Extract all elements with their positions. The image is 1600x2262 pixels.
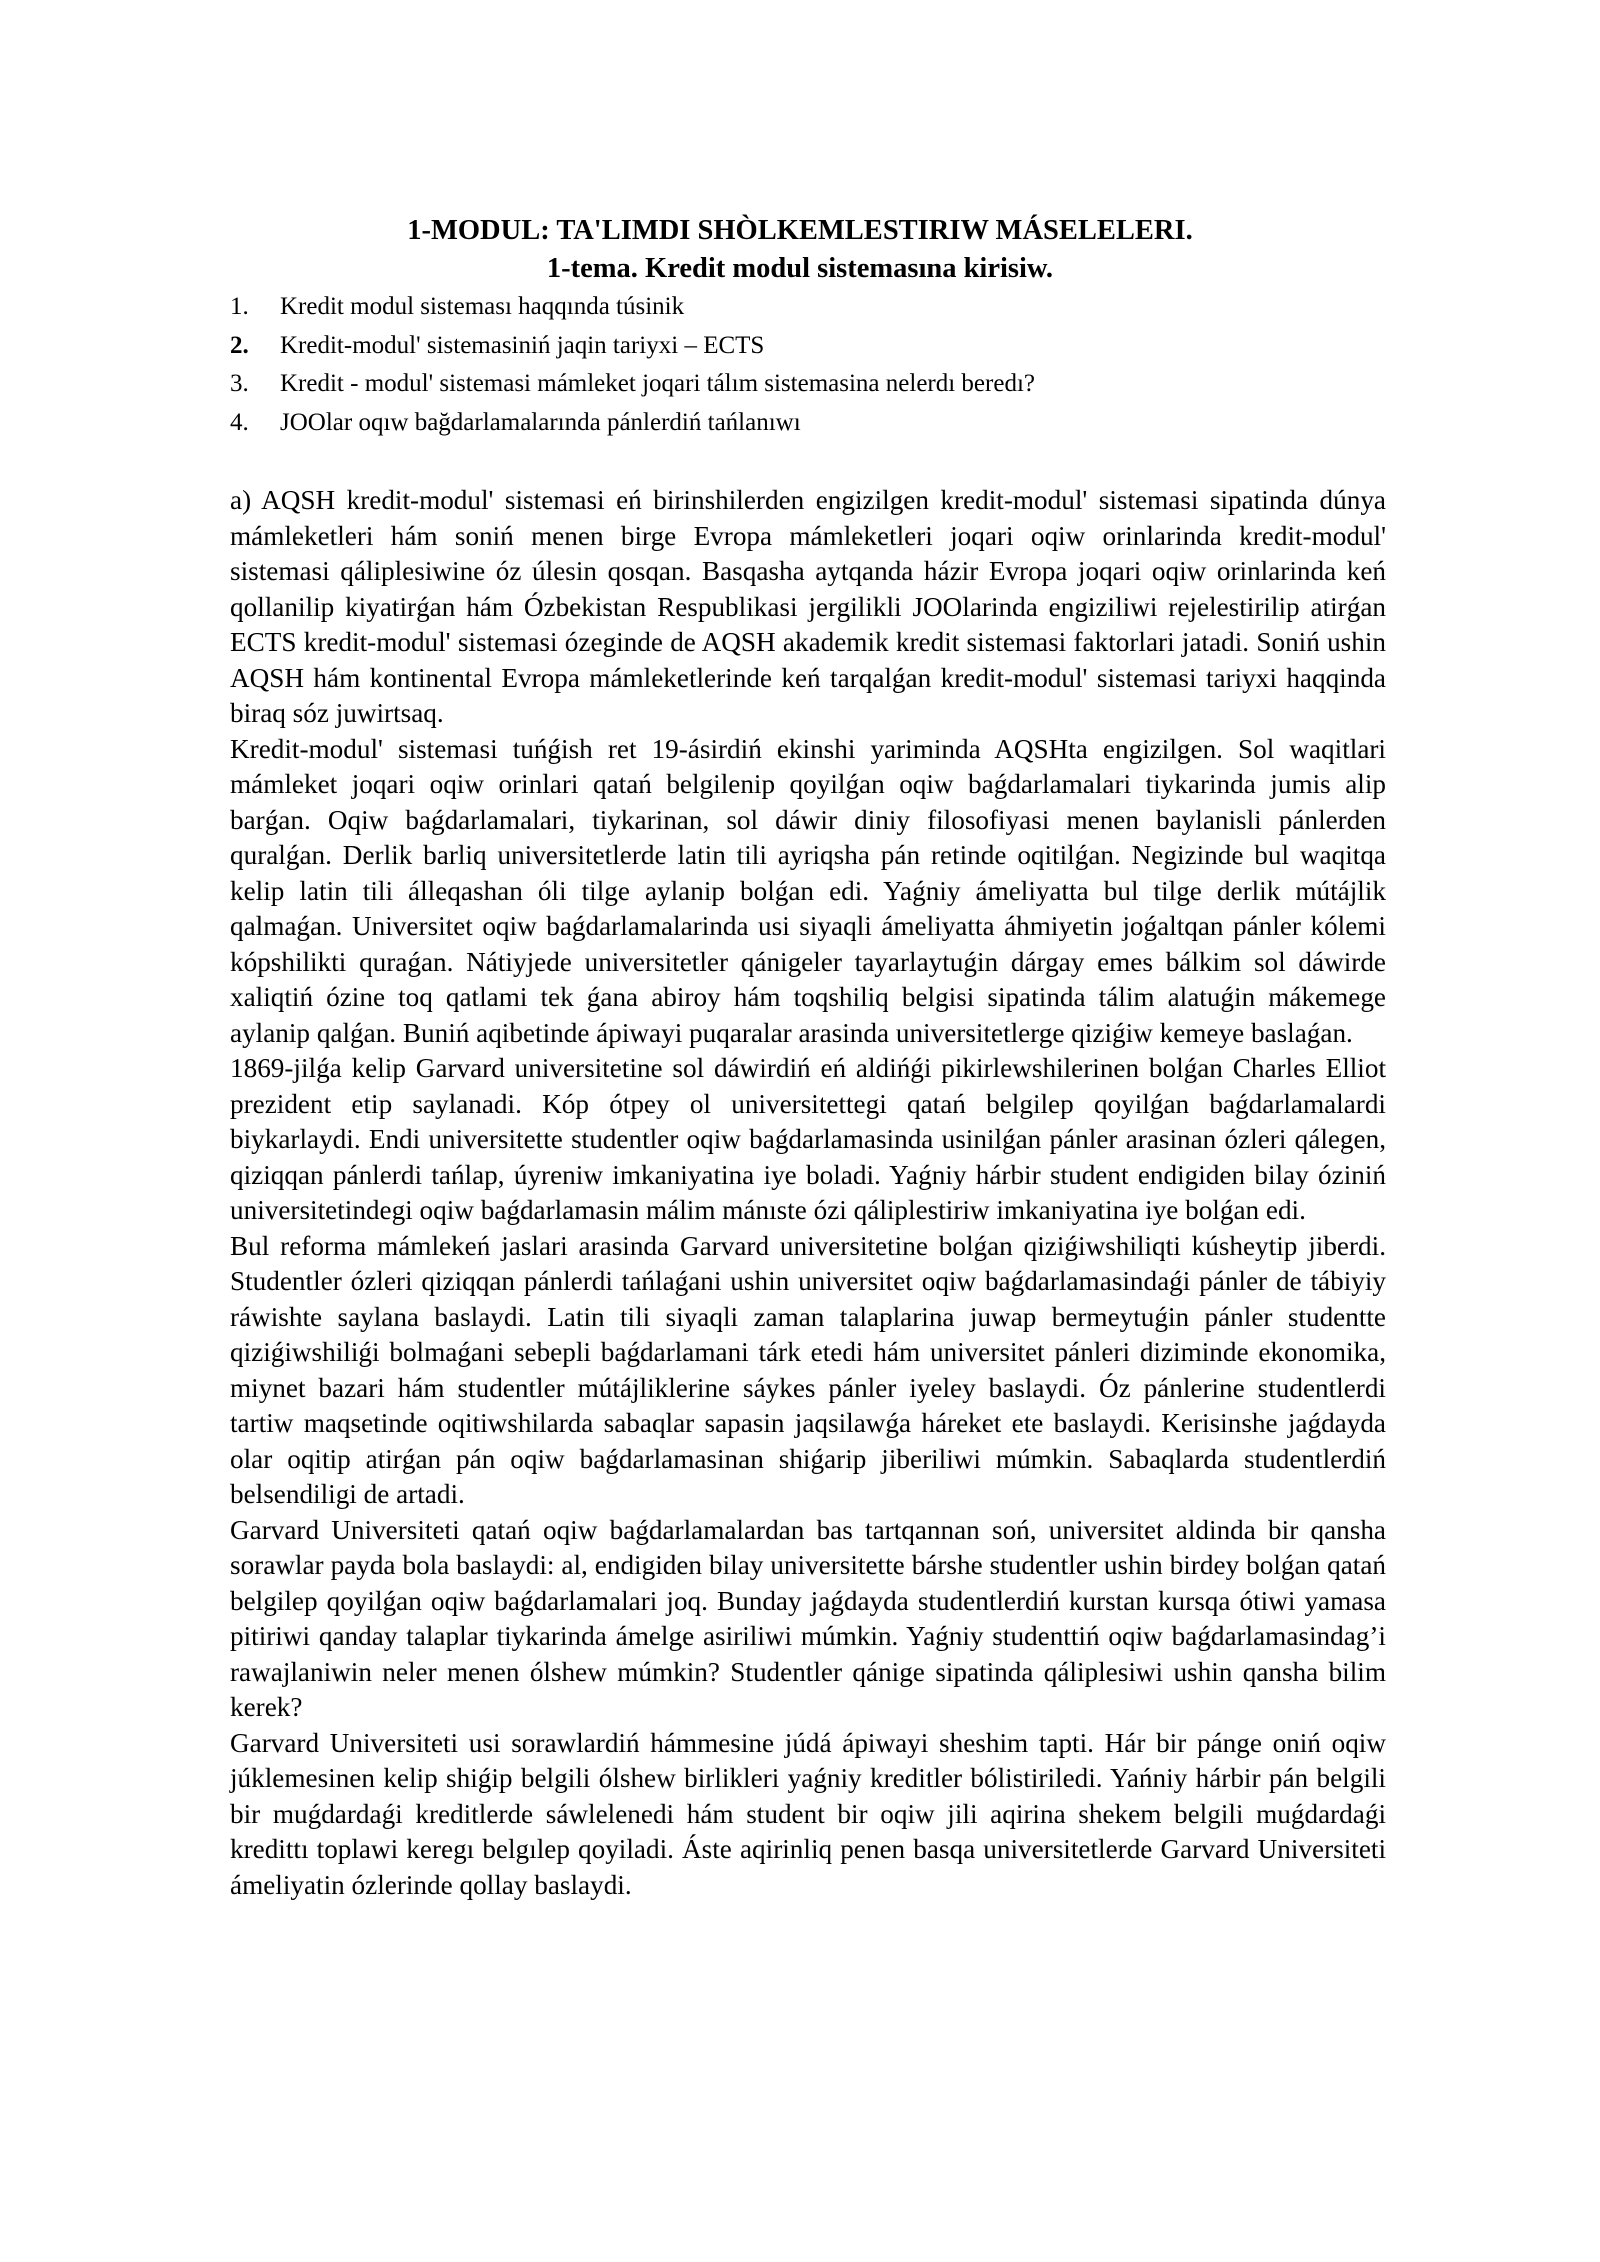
paragraph: a) AQSH kredit-modul' sistemasi eń birinshilerden engizilgen kredit-modul' sistemasi sipatinda dúnya mámleketleri hám soniń menen birge Evropa mámleketleri joqari oqiw orinlarinda kredit-modul' sistemasi qáliplesiwine óz úlesin qosqan. Basqasha aytqanda házir Evropa joqari oqiw orinlarinda keń qollanilip kiyatirǵan hám Ózbekistan Respublikasi jergilikli JOOlarinda engiziliwi rejelestirilip atirǵan ECTS kredit-modul' sistemasi ózeginde de AQSH akademik kredit sistemasi faktorlari jatadi. Soniń ushin AQSH hám kontinental Evropa mámleketlerinde keń tarqalǵan kredit-modul' sistemasi tariyxi haqqinda biraq sóz juwirtsaq. bbox=[230, 485, 1386, 728]
outline-number: 4. bbox=[230, 408, 249, 436]
outline-text: Kredit modul sisteması haqqında túsinik bbox=[280, 293, 685, 320]
outline-text: Kredit - modul' sistemasi mámleket joqari tálım sistemasina nelerdı beredı? bbox=[280, 370, 1035, 397]
topic-title: 1-tema. Kredit modul sistemasına kirisiw. bbox=[546, 253, 1054, 284]
outline-item bbox=[230, 404, 1360, 443]
outline-number: 3. bbox=[230, 370, 249, 397]
outline-text: JOOlar oqıw bağdarlamalarında pánlerdiń tańlanıwı bbox=[280, 408, 801, 436]
body-text bbox=[230, 483, 1386, 1903]
module-title: 1-MODUL: TA'LIMDI SHÒLKEMLESTIRIW MÁSELELERI. bbox=[407, 215, 1193, 246]
paragraph: Bul reforma mámlekeń jaslari arasinda Garvard universitetine bolǵan qiziǵiwshiliqti kúsheytip jiberdi. Studentler ózleri qiziqqan pánlerdi tańlaǵani ushin universitet oqiw baǵdarlamasindaǵi pánler de tábiyiy ráwishte saylana baslaydi. Latin tili siyaqli zaman talaplarina juwap bermeytuǵin pánler studentte qiziǵiwshiliǵi bolmaǵani sebepli baǵdarlamani tárk etedi hám universitet pánleri diziminde ekonomika, miynet bazari hám studentler mútájliklerine sáykes pánler iyeley baslaydi. Óz pánlerine studentlerdi tartiw maqsetinde oqitiwshilarda sabaqlar sapasin jaqsilawǵa háreket ete baslaydi. Kerisinshe jaǵdayda olar oqitip atirǵan pán oqiw baǵdarlamasinan shiǵarip jiberiliwi múmkin. Sabaqlarda studentlerdiń belsendiligi de artadi. bbox=[230, 1230, 1386, 1509]
document-title bbox=[0, 212, 1600, 288]
outline-item bbox=[230, 327, 1360, 366]
outline-text: Kredit-modul' sistemasiniń jaqin tariyxi – ECTS bbox=[280, 331, 765, 359]
outline-item bbox=[230, 288, 1360, 327]
outline-number: 2. bbox=[230, 331, 249, 359]
paragraph: Garvard Universiteti usi sorawlardiń hámmesine júdá ápiwayi sheshim tapti. Hár bir pánge oniń oqiw júklemesinen kelip shiǵip belgili ólshew birlikleri yaǵniy kreditler bólistiriledi. Yańniy hárbir pán belgili bir muǵdardaǵi kreditlerde sáwlelenedi hám student bir oqiw jili aqirina shekem belgili muǵdardaǵi kredittı toplawi keregı belgılep qoyiladi. Áste aqirinliq penen basqa universitetlerde Garvard Universiteti ámeliyatin ózlerinde qollay baslaydi. bbox=[230, 1727, 1386, 1900]
paragraph: Kredit-modul' sistemasi tuńǵish ret 19-ásirdiń ekinshi yariminda AQSHta engizilgen. Sol waqitlari mámleket joqari oqiw orinlari qatań belgilenip qoyilǵan oqiw baǵdarlamalari tiykarinda jumis alip barǵan. Oqiw baǵdarlamalari, tiykarinan, sol dáwir diniy filosofiyasi menen baylanisli pánlerden quralǵan. Derlik barliq universitetlerde latin tili ayriqsha pán retinde oqitilǵan. Negizinde bul waqitqa kelip latin tili álleqashan óli tilge aylanip bolǵan edi. Yaǵniy ámeliyatta bul tilge derlik mútájlik qalmaǵan. Universitet oqiw baǵdarlamalarinda usi siyaqli ámeliyatta áhmiyetin joǵaltqan pánler kólemi kópshilikti quraǵan. Nátiyjede universitetler qánigeler tayarlaytuǵin dárgay emes bálkim sol dáwirde xaliqtiń ózine toq qatlami tek ǵana abiroy hám toqshiliq belgisi sipatinda tálim alatuǵin mákemege aylanip qalǵan. Buniń aqibetinde ápiwayi puqaralar arasinda universitetlerge qiziǵiw kemeye baslaǵan. bbox=[230, 733, 1386, 1048]
outline-number: 1. bbox=[230, 293, 249, 320]
paragraph: Garvard Universiteti qatań oqiw baǵdarlamalardan bas tartqannan soń, universitet aldinda bir qansha sorawlar payda bola baslaydi: al, endigiden bilay universitette bárshe studentler ushin birdey bolǵan qatań belgilep qoyilǵan oqiw baǵdarlamalari joq. Bunday jaǵdayda studentlerdiń kurstan kursqa ótiwi yamasa pitiriwi qanday talaplar tiykarinda ámelge asiriliwi múmkin. Yaǵniy studenttiń oqiw baǵdarlamasindag’i rawajlaniwin neler menen ólshew múmkin? Studentler qánige sipatinda qáliplesiwi ushin qansha bilim kerek? bbox=[230, 1514, 1386, 1722]
outline-item bbox=[230, 365, 1360, 404]
paragraph: 1869-jilǵa kelip Garvard universitetine sol dáwirdiń eń aldińǵi pikirlewshilerinen bolǵan Charles Elliot prezident etip saylanadi. Kóp ótpey ol universitettegi qatań belgilep qoyilǵan baǵdarlamalardi biykarlaydi. Endi universitette studentler oqiw baǵdarlamasinda usinilǵan pánler arasinan ózleri qálegen, qiziqqan pánlerdi tańlap, úyreniw imkaniyatina iye boladi. Yaǵniy hárbir student endigiden bilay óziniń universitetindegi oqiw baǵdarlamasin málim mánıste ózi qáliplestiriw imkaniyatina iye bolǵan edi. bbox=[230, 1053, 1386, 1225]
topic-outline bbox=[230, 288, 1360, 442]
